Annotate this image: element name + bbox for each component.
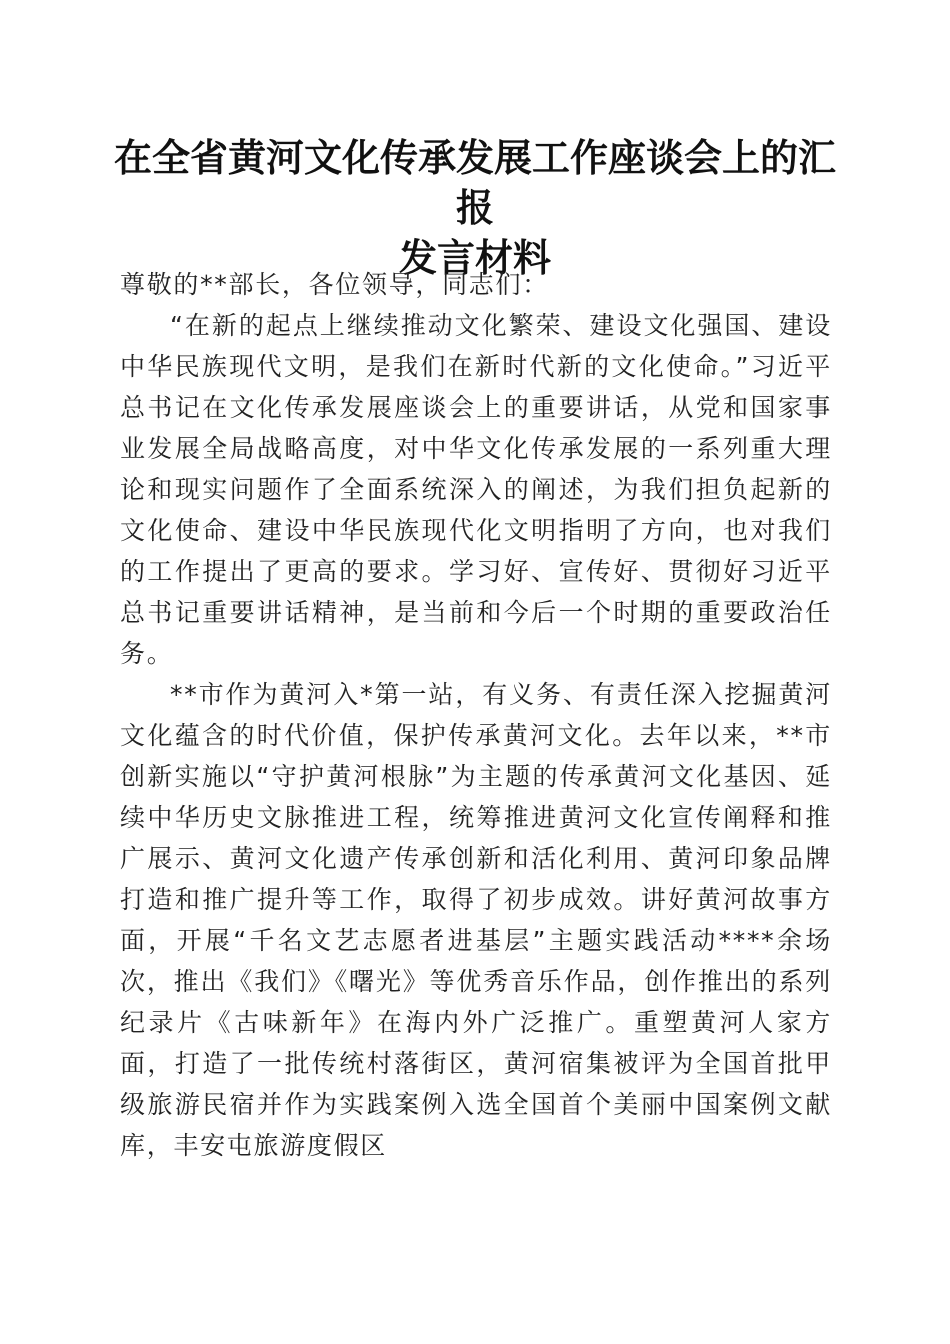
paragraph-1: “在新的起点上继续推动文化繁荣、建设文化强国、建设中华民族现代文明，是我们在新时代新的文化使命。”习近平总书记在文化传承发展座谈会上的重要讲话，从党和国家事业发展全局战略高度，对中华文化传承发展的一系列重大理论和现实问题作了全面系统深入的阐述，为我们担负起新的文化使命、建设中华民族现代化文明指明了方向，也对我们的工作提出了更高的要求。学习好、宣传好、贯彻好习近平总书记重要讲话精神，是当前和今后一个时期的重要政治任务。 (120, 311, 832, 668)
salutation: 尊敬的**部长，各位领导，同志们： (120, 270, 549, 299)
document-title (100, 133, 850, 283)
document-body (120, 264, 832, 1166)
paragraph-2: **市作为黄河入*第一站，有义务、有责任深入挖掘黄河文化蕴含的时代价值，保护传承黄河文化。去年以来，**市创新实施以“守护黄河根脉”为主题的传承黄河文化基因、延续中华历史文脉推进工程，统筹推进黄河文化宣传阐释和推广展示、黄河文化遗产传承创新和活化利用、黄河印象品牌打造和推广提升等工作，取得了初步成效。讲好黄河故事方面，开展“千名文艺志愿者进基层”主题实践活动****余场次，推出《我们》《曙光》等优秀音乐作品，创作推出的系列纪录片《古味新年》在海内外广泛推广。重塑黄河人家方面，打造了一批传统村落街区，黄河宿集被评为全国首批甲级旅游民宿并作为实践案例入选全国首个美丽中国案例文献库，丰安屯旅游度假区 (120, 680, 832, 1160)
title-line-2: 发言材料 (398, 235, 551, 280)
title-line-1: 在全省黄河文化传承发展工作座谈会上的汇报 (113, 135, 836, 230)
